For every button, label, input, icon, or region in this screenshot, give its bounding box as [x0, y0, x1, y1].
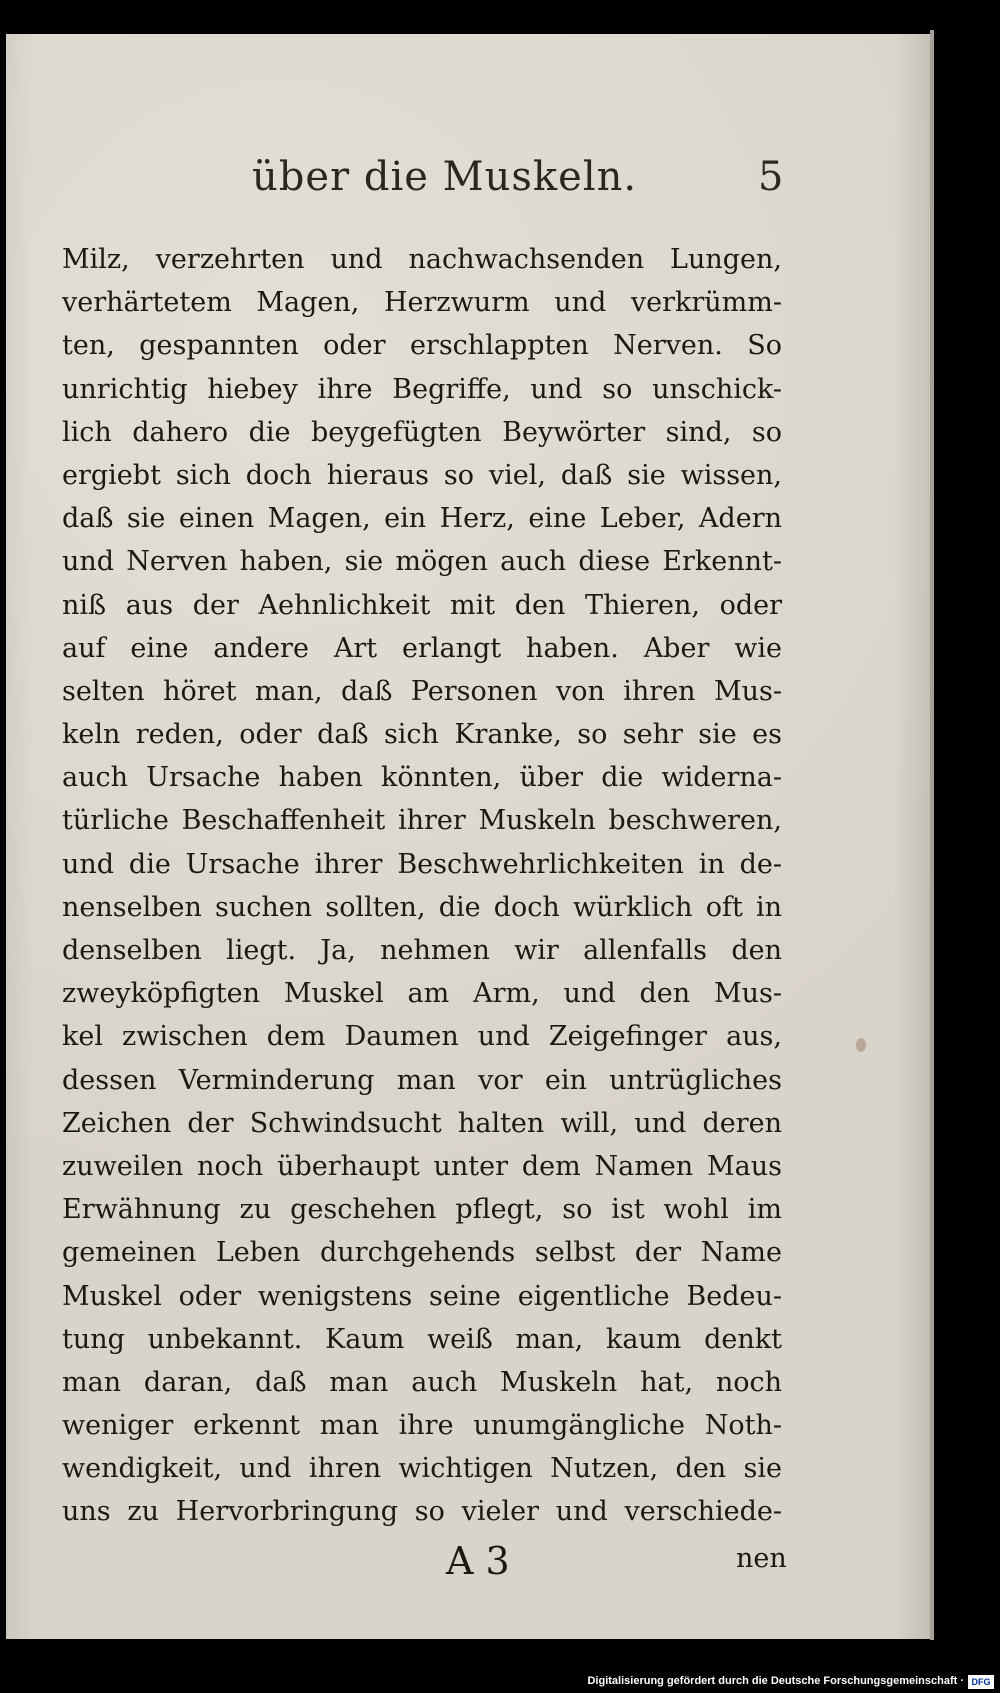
text-line: daß sie einen Magen, ein Herz, eine Leber, Adern	[62, 503, 782, 535]
digitization-credit: Digitalisierung gefördert durch die Deutsche Forschungsgemeinschaft ·	[587, 1675, 964, 1687]
text-line: auf eine andere Art erlangt haben. Aber wie	[62, 632, 782, 664]
paper-stain	[856, 1038, 866, 1052]
text-line: Muskel oder wenigstens seine eigentliche Bedeu-	[62, 1280, 782, 1312]
digitization-credit-bar	[0, 1672, 1000, 1693]
text-line: niß aus der Aehnlichkeit mit den Thieren, oder	[62, 589, 782, 621]
catchword: nen	[736, 1543, 787, 1574]
page-edge	[930, 30, 934, 1640]
text-line: kel zwischen dem Daumen und Zeigefinger aus,	[62, 1021, 782, 1053]
text-line: unrichtig hiebey ihre Begriffe, und so unschick-	[62, 373, 782, 405]
text-line: und die Ursache ihrer Beschwehrlichkeiten in de-	[62, 848, 782, 880]
text-line: türliche Beschaffenheit ihrer Muskeln beschweren,	[62, 805, 782, 837]
text-line: zweyköpfigten Muskel am Arm, und den Mus-	[62, 978, 782, 1010]
text-line: Milz, verzehrten und nachwachsenden Lungen,	[62, 244, 782, 275]
text-line: nenselben suchen sollten, die doch würklich oft in	[62, 891, 782, 923]
text-line: man daran, daß man auch Muskeln hat, noch	[62, 1366, 782, 1398]
text-line: keln reden, oder daß sich Kranke, so sehr sie es	[62, 719, 782, 751]
running-head: über die Muskeln.	[252, 154, 638, 200]
text-line: verhärtetem Magen, Herzwurm und verkrümm-	[62, 287, 782, 319]
page-number: 5	[758, 154, 784, 200]
text-line: dessen Verminderung man vor ein untrügliches	[62, 1064, 782, 1096]
book-page	[6, 34, 930, 1639]
page-header	[6, 154, 930, 224]
text-line: lich dahero die beygefügten Beywörter sind, so	[62, 416, 782, 448]
text-line: ten, gespannten oder erschlappten Nerven. So	[62, 330, 782, 362]
text-line: selten höret man, daß Personen von ihren Mus-	[62, 675, 782, 707]
dfg-logo-icon: DFG	[968, 1675, 994, 1689]
text-line: denselben liegt. Ja, nehmen wir allenfalls den	[62, 935, 782, 966]
text-line: und Nerven haben, sie mögen auch diese Erkennt-	[62, 546, 782, 578]
text-line: Zeichen der Schwindsucht halten will, und deren	[62, 1107, 782, 1139]
text-line: Erwähnung zu geschehen pflegt, so ist wohl im	[62, 1194, 782, 1226]
text-line: auch Ursache haben könnten, über die widerna-	[62, 762, 782, 794]
text-line: weniger erkennt man ihre unumgängliche Noth-	[62, 1410, 782, 1442]
text-line: zuweilen noch überhaupt unter dem Namen Maus	[62, 1150, 782, 1182]
text-line: gemeinen Leben durchgehends selbst der Name	[62, 1237, 782, 1269]
page-footer	[6, 1539, 930, 1589]
text-line: wendigkeit, und ihren wichtigen Nutzen, den sie	[62, 1453, 782, 1485]
signature-mark: A 3	[446, 1539, 510, 1583]
text-line: tung unbekannt. Kaum weiß man, kaum denkt	[62, 1323, 782, 1355]
text-line: ergiebt sich doch hieraus so viel, daß sie wissen,	[62, 459, 782, 491]
body-text	[62, 238, 782, 1534]
text-line: uns zu Hervorbringung so vieler und verschiede-	[62, 1496, 782, 1528]
